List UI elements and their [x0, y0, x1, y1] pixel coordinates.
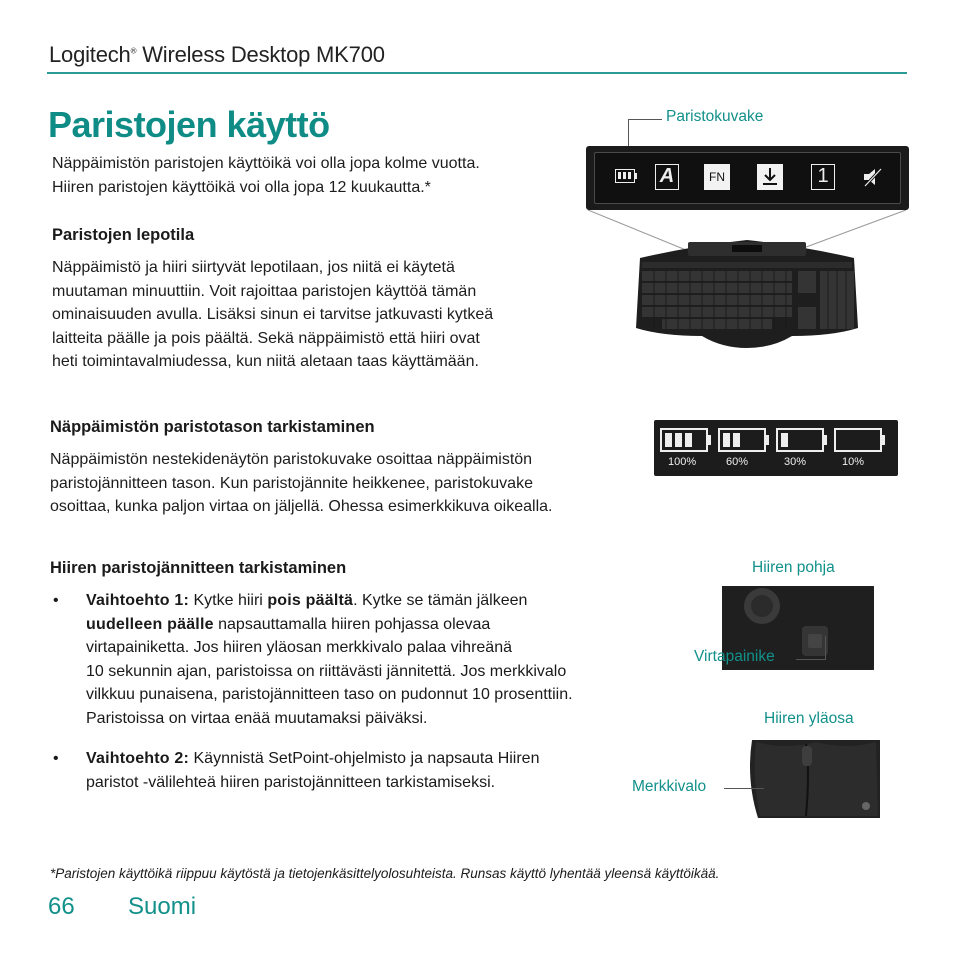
mouse-check-heading: Hiiren paristojännitteen tarkistaminen — [50, 559, 347, 577]
battery-icon — [615, 169, 635, 183]
sleep-line: laitteita päälle ja pois päältä. Sekä näppäimistö että hiiri ovat — [52, 329, 480, 347]
page-title: Paristojen käyttö — [48, 104, 330, 145]
battery-level-bar — [781, 433, 788, 447]
battery-level-tip — [766, 435, 769, 445]
keyboard-check-line: Näppäimistön nestekidenäytön paristokuvake osoittaa näppäimistön — [50, 451, 533, 468]
sleep-line: ominaisuuden avulla. Lisäksi sinun ei tarvitse jatkuvasti kytkeä — [52, 306, 494, 323]
sleep-text — [52, 256, 493, 374]
indicator-label: Merkkivalo — [632, 778, 707, 795]
sleep-line: heti toimintavalmiudessa, kun niitä aletaan taas käyttämään. — [52, 353, 479, 370]
header-rule — [47, 72, 907, 74]
battery-icon-callout-label: Paristokuvake — [666, 108, 764, 125]
option-1-line: virtapainiketta. Jos hiiren yläosan merkkivalo palaa vihreänä — [86, 639, 512, 656]
battery-level-bar — [733, 433, 740, 447]
battery-levels-panel — [654, 420, 898, 476]
battery-level-icon — [718, 428, 766, 452]
header-title — [49, 42, 385, 68]
intro-text — [52, 152, 480, 199]
bullet: • — [53, 750, 59, 767]
mouse-top-image — [746, 740, 884, 818]
option-1-text: napsauttamalla hiiren pohjassa olevaa — [213, 615, 491, 633]
option-1-line: 10 sekunnin ajan, paristoissa on riittävästi jännitettä. Jos merkkivalo — [86, 662, 567, 680]
battery-level-icon — [776, 428, 824, 452]
callout-leader — [628, 119, 662, 120]
mouse-top-label: Hiiren yläosa — [764, 710, 854, 727]
battery-level-tip — [708, 435, 711, 445]
keyboard-check-line: paristojännitteen tason. Kun paristojännite heikkenee, paristokuvake — [50, 474, 533, 492]
scroll-lock-icon — [757, 164, 783, 190]
sleep-heading: Paristojen lepotila — [52, 226, 195, 244]
page-number: 66 — [48, 893, 75, 920]
num-lock-icon: 1 — [811, 164, 835, 190]
option-1-line: Paristoissa on virtaa enää muutamaksi päiväksi. — [86, 709, 428, 727]
battery-level-label: 60% — [726, 456, 749, 468]
option-2-label: Vaihtoehto 2: — [86, 750, 190, 767]
battery-level-bar — [685, 433, 692, 447]
keyboard-check-heading: Näppäimistön paristotason tarkistaminen — [50, 418, 375, 436]
mute-icon — [861, 166, 885, 188]
intro-line: Hiiren paristojen käyttöikä voi olla jopa 12 kuukautta.* — [52, 178, 431, 196]
option-1-label: Vaihtoehto 1: — [86, 592, 190, 609]
option-1-line: vilkkuu punaisena, paristojännitteen taso on pudonnut 10 prosenttiin. — [86, 686, 573, 703]
battery-level-bar — [675, 433, 682, 447]
power-button-leader — [796, 659, 825, 660]
option-1-emphasis: uudelleen päälle — [86, 615, 214, 633]
battery-level-icon — [834, 428, 882, 452]
brand-name: Logitech — [49, 42, 131, 67]
footnote: *Paristojen käyttöikä riippuu käytöstä ja tietojenkäsittelyolosuhteista. Runsas käyttö lyhentää yleensä käyttöikää. — [50, 866, 720, 881]
option-2 — [53, 747, 646, 794]
option-2-text: Käynnistä SetPoint-ohjelmisto ja napsauta Hiiren — [189, 750, 540, 767]
option-1 — [53, 589, 686, 730]
language-label: Suomi — [128, 893, 197, 920]
keyboard-lcd-panel — [586, 146, 909, 210]
battery-level-bar — [723, 433, 730, 447]
keyboard-check-text — [50, 448, 552, 519]
keyboard-check-line: osoittaa, kunka paljon virtaa on jäljellä. Ohessa esimerkkikuva oikealla. — [50, 498, 553, 515]
battery-level-bar — [665, 433, 672, 447]
battery-level-label: 30% — [784, 456, 807, 468]
option-1-text: . Kytke se tämän jälkeen — [353, 592, 528, 609]
intro-line: Näppäimistön paristojen käyttöikä voi olla jopa kolme vuotta. — [52, 155, 480, 172]
option-1-emphasis: pois päältä — [267, 592, 354, 609]
sleep-line: Näppäimistö ja hiiri siirtyvät lepotilaan, jos niitä ei käytetä — [52, 259, 455, 276]
battery-level-label: 100% — [668, 456, 697, 468]
caps-lock-icon: A — [655, 164, 679, 190]
power-button-leader — [825, 636, 826, 660]
battery-level-tip — [882, 435, 885, 445]
battery-level-tip — [824, 435, 827, 445]
fn-icon: FN — [704, 164, 730, 190]
battery-tip — [635, 173, 637, 179]
keyboard-image — [632, 236, 862, 348]
battery-level-icon — [660, 428, 708, 452]
sleep-line: muutaman minuuttiin. Voit rajoittaa paristojen käyttöä tämän — [52, 282, 477, 300]
battery-level-label: 10% — [842, 456, 865, 468]
option-1-text: Kytke hiiri — [189, 592, 268, 609]
registered-mark: ® — [130, 46, 137, 56]
product-name: Wireless Desktop MK700 — [136, 42, 385, 67]
bullet: • — [53, 592, 59, 609]
lcd-screen — [594, 152, 901, 204]
power-button-label: Virtapainike — [694, 648, 775, 665]
option-2-line: paristot -välilehteä hiiren paristojännitteen tarkistamiseksi. — [86, 773, 496, 791]
mouse-bottom-label: Hiiren pohja — [752, 559, 835, 576]
indicator-leader — [724, 788, 764, 789]
